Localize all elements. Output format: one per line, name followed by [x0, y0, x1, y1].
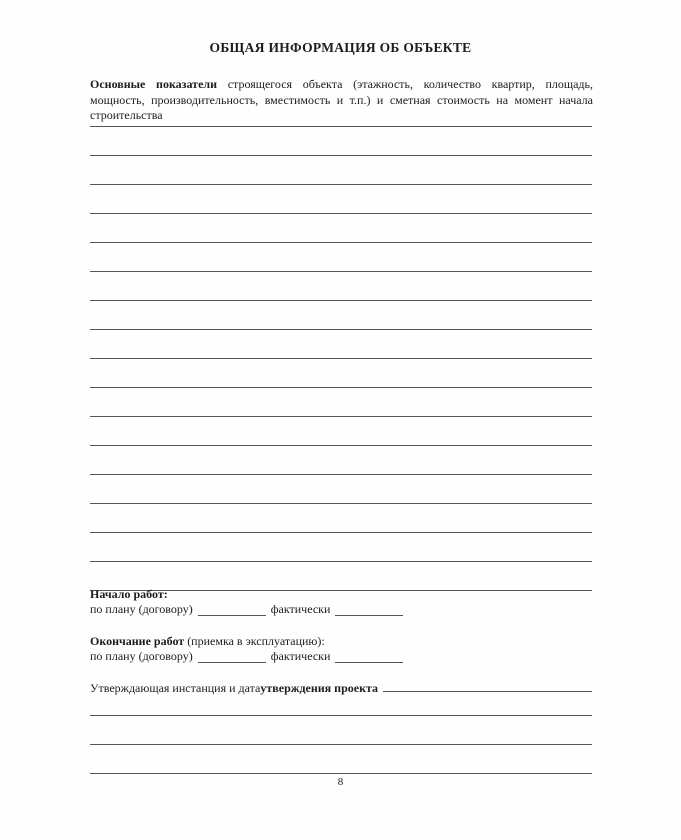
end-works-heading-bold: Окончание работ	[90, 634, 185, 648]
intro-lead-bold: Основные показатели	[90, 77, 218, 91]
blank-fill-line	[90, 98, 592, 127]
blank-fill-line	[90, 272, 592, 301]
blank-fill-line	[90, 417, 592, 446]
intro-body-text: строящегося объекта (этажность, количество квартир, площадь, мощность, производительность, вместимость и т.п.) и сметная стоимость на момент начала строительства	[90, 77, 594, 122]
end-plan-label: по плану (договору)	[90, 649, 193, 663]
blank-fill-line	[90, 330, 592, 359]
blank-fill-line	[90, 214, 592, 243]
end-plan-date-blank	[198, 650, 266, 663]
blank-fill-line	[90, 475, 592, 504]
approval-label: Утверждающая инстанция и дата	[90, 681, 261, 695]
blank-fill-line	[90, 388, 592, 417]
blank-fill-line	[90, 504, 592, 533]
start-plan-label: по плану (договору)	[90, 602, 193, 616]
blank-fill-line	[90, 243, 592, 272]
blank-fill-line	[90, 745, 592, 774]
blank-fill-line	[90, 185, 592, 214]
end-works-heading-rest: (приемка в эксплуатацию):	[184, 634, 325, 648]
start-works-row	[90, 602, 405, 617]
end-works-heading	[90, 634, 325, 649]
end-fact-date-blank	[335, 650, 403, 663]
fill-in-lines-bottom	[90, 687, 592, 774]
approval-label-bold: утверждения проекта	[260, 681, 379, 695]
page-number: 8	[337, 776, 344, 788]
blank-fill-line	[90, 301, 592, 330]
end-works-row	[90, 649, 405, 664]
start-fact-date-blank	[335, 603, 403, 616]
start-works-heading: Начало работ:	[90, 587, 168, 601]
blank-fill-line	[90, 156, 592, 185]
blank-fill-line	[90, 533, 592, 562]
blank-fill-line	[90, 716, 592, 745]
page-title: ОБЩАЯ ИНФОРМАЦИЯ ОБ ОБЪЕКТЕ	[209, 40, 472, 55]
start-fact-label: фактически	[270, 602, 331, 616]
blank-fill-line	[90, 359, 592, 388]
fill-in-lines-main	[90, 98, 592, 591]
blank-fill-line	[90, 127, 592, 156]
start-plan-date-blank	[198, 603, 266, 616]
blank-fill-line	[90, 446, 592, 475]
end-fact-label: фактически	[270, 649, 331, 663]
blank-fill-line	[90, 687, 592, 716]
